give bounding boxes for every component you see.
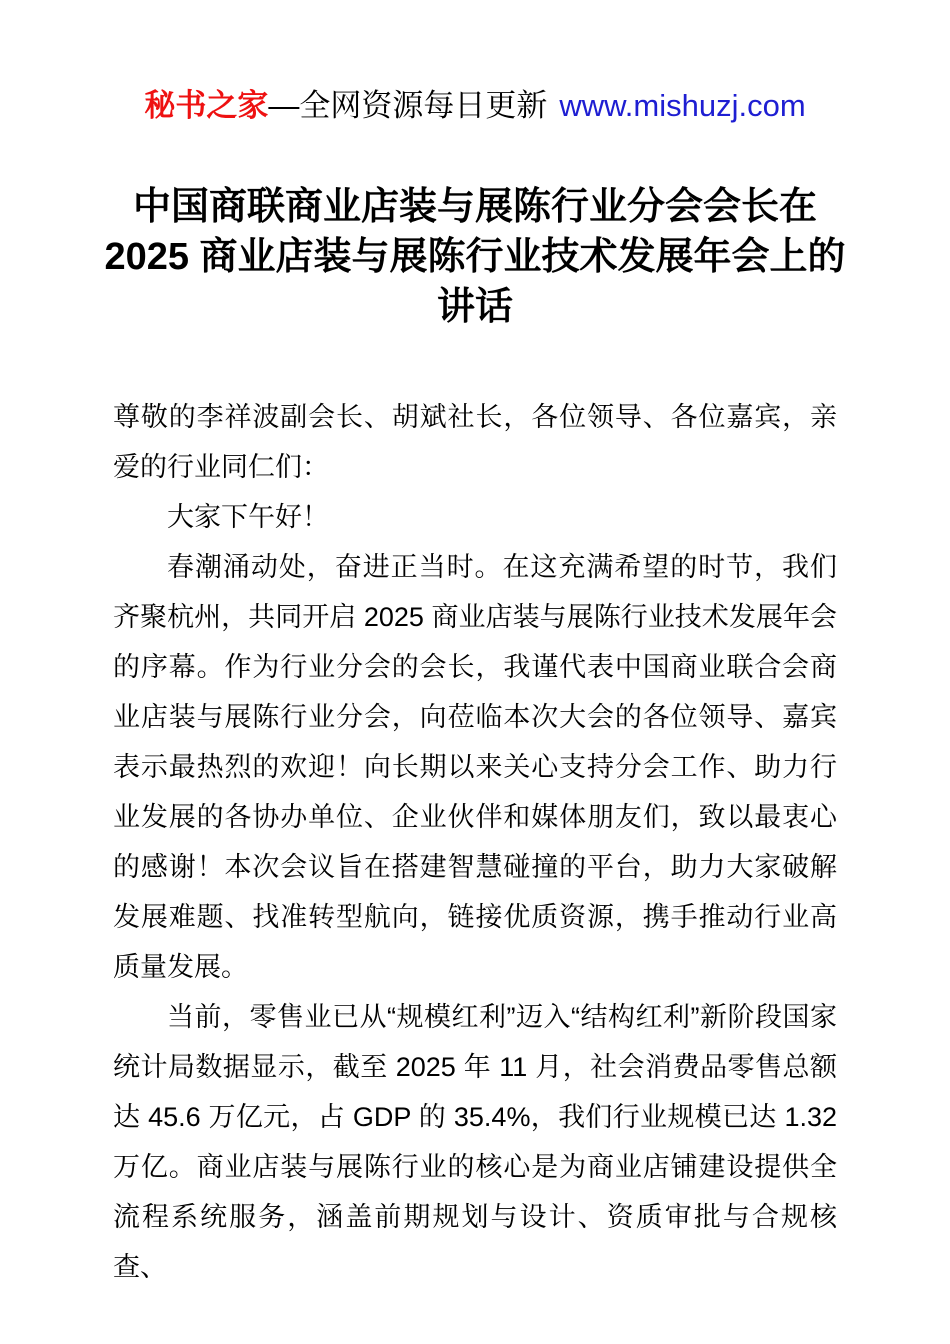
paragraph-industry-overview: 当前，零售业已从“规模红利”迈入“结构红利”新阶段国家统计局数据显示，截至 2025 年 11 月，社会消费品零售总额达 45.6 万亿元，占 GDP 的 35.4%，我们行业规模已达 1.32 万亿。商业店装与展陈行业的核心是为商业店铺建设提供全流程系统服务，涵盖前期规划与设计、资质审批与合规核查、 [113, 1002, 837, 1282]
paragraph-salutation: 大家下午好！ [167, 502, 329, 532]
document-body [113, 392, 837, 1292]
site-tagline: —全网资源每日更新 [268, 88, 548, 123]
site-url-link[interactable]: www.mishuzj.com [559, 88, 806, 123]
document-title: 中国商联商业店装与展陈行业分会会长在 2025 商业店装与展陈行业技术发展年会上的讲话 [104, 186, 846, 328]
site-header [0, 0, 950, 127]
site-brand: 秘书之家 [144, 88, 269, 123]
paragraph-welcome: 春潮涌动处，奋进正当时。在这充满希望的时节，我们齐聚杭州，共同开启 2025 商业店装与展陈行业技术发展年会的序幕。作为行业分会的会长，我谨代表中国商业联合会商业店装与展陈行业分会，向莅临本次大会的各位领导、嘉宾表示最热烈的欢迎！向长期以来关心支持分会工作、助力行业发展的各协办单位、企业伙伴和媒体朋友们，致以最衷心的感谢！本次会议旨在搭建智慧碰撞的平台，助力大家破解发展难题、找准转型航向，链接优质资源，携手推动行业高质量发展。 [113, 552, 837, 982]
paragraph-greeting: 尊敬的李祥波副会长、胡斌社长，各位领导、各位嘉宾，亲爱的行业同仁们： [113, 402, 837, 482]
